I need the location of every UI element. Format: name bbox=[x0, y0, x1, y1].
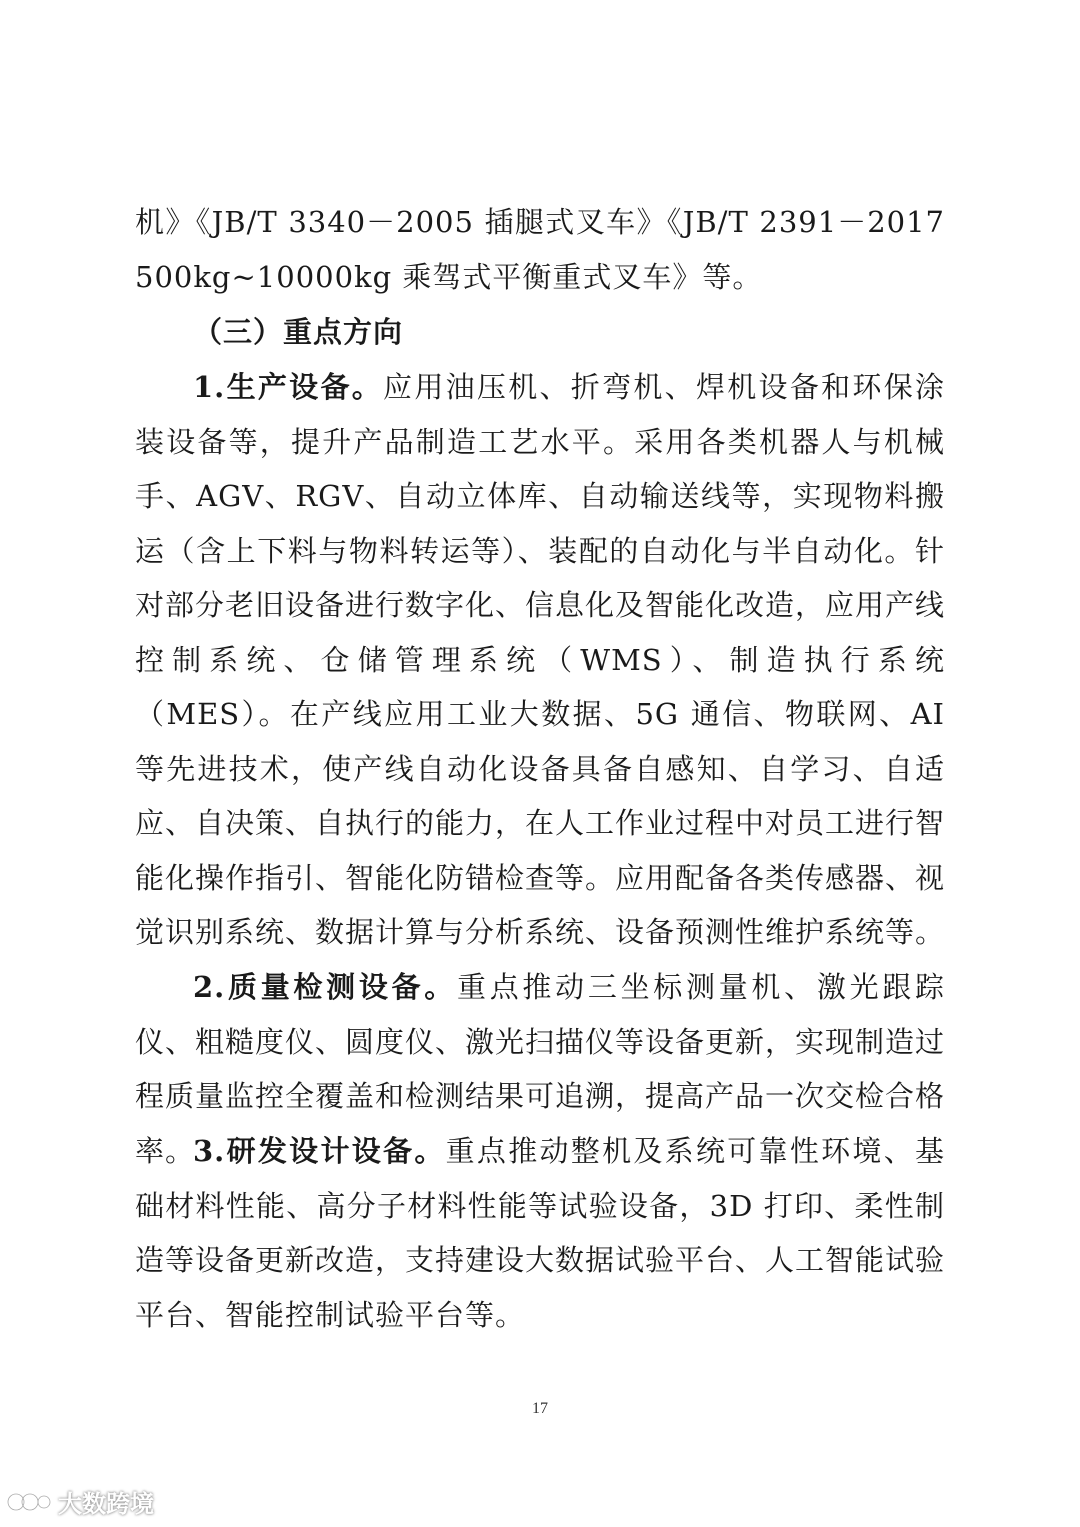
watermark-text: 大数跨境 bbox=[58, 1490, 154, 1518]
paragraph-rd-equipment bbox=[135, 1124, 945, 1342]
lead-paragraph: 机》《JB/T 3340－2005 插腿式叉车》《JB/T 2391－2017 500kg~10000kg 乘驾式平衡重式叉车》等。 bbox=[135, 205, 945, 294]
watermark bbox=[6, 1484, 154, 1519]
paragraph-heading: 2.质量检测设备。 bbox=[193, 970, 457, 1004]
logo-icon bbox=[6, 1487, 52, 1517]
paragraph-production-equipment bbox=[135, 360, 945, 960]
paragraph-body: 重点推动整机及系统可靠性环境、基础材料性能、高分子材料性能等试验设备，3D 打印、柔性制造等设备更新改造，支持建设大数据试验平台、人工智能试验平台、智能控制试验平台等。 bbox=[135, 1134, 946, 1332]
section-heading: （三）重点方向 bbox=[193, 315, 404, 349]
paragraph-body: 应用油压机、折弯机、焊机设备和环保涂装设备等，提升产品制造工艺水平。采用各类机器人与机械手、AGV、RGV、自动立体库、自动输送线等，实现物料搬运（含上下料与物料转运等）、装配的自动化与半自动化。针对部分老旧设备进行数字化、信息化及智能化改造，应用产线控制系统、仓储管理系统（WMS）、制造执行系统（MES）。在产线应用工业大数据、5G 通信、物联网、AI 等先进技术，使产线自动化设备具备自感知、自学习、自适应、自决策、自执行的能力，在人工作业过程中对员工进行智能化操作指引、智能化防错检查等。应用配备各类传感器、视觉识别系统、数据计算与分析系统、设备预测性维护系统等。 bbox=[135, 370, 946, 949]
paragraph-heading: 3.研发设计设备。 bbox=[193, 1134, 446, 1168]
paragraph-body: 重点推动三坐标测量机、激光跟踪仪、粗糙度仪、圆度仪、激光扫描仪等设备更新，实现制造过程质量监控全覆盖和检测结果可追溯，提高产品一次交检合格率。 bbox=[135, 970, 946, 1168]
paragraph-heading: 1.生产设备。 bbox=[193, 370, 384, 404]
page-number: 17 bbox=[532, 1400, 548, 1417]
